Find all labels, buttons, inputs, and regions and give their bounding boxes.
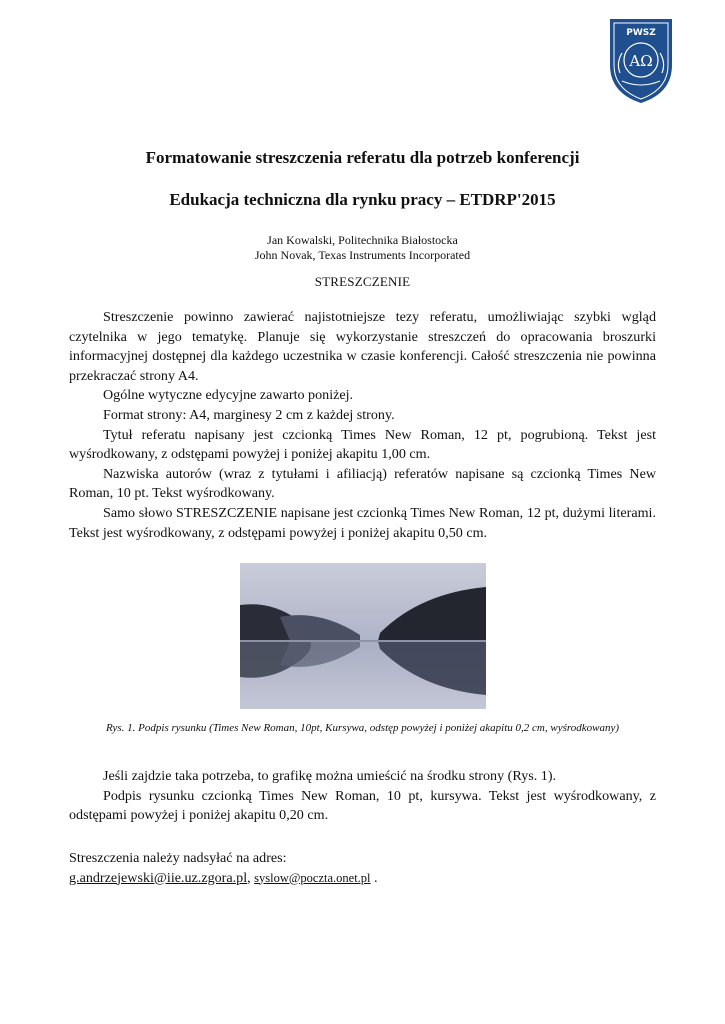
contact-intro: Streszczenia należy nadsyłać na adres: — [69, 850, 287, 866]
conference-title: Edukacja techniczna dla rynku pracy – ETDRP'2015 — [169, 190, 556, 209]
authors-block — [0, 233, 725, 263]
email-link-2[interactable]: syslow@poczta.onet.pl — [254, 870, 371, 885]
logo-letters: AΩ — [629, 52, 653, 70]
lake-photo — [240, 563, 486, 709]
abstract-heading: STRESZCZENIE — [314, 274, 411, 289]
contact-end: . — [370, 869, 378, 886]
contact-emails — [69, 869, 669, 889]
pwsz-logo — [606, 15, 676, 105]
email-link-1[interactable]: g.andrzejewski@iie.uz.zgora.pl — [69, 869, 248, 886]
paragraph: Ogólne wytyczne edycyjne zawarto poniżej. — [103, 387, 354, 404]
paragraph: Format strony: A4, marginesy 2 cm z każdej strony. — [103, 406, 395, 423]
author-line: John Novak, Texas Instruments Incorporated — [254, 248, 471, 262]
contact-block — [69, 849, 669, 888]
logo-text: PWSZ — [626, 28, 656, 38]
paragraph: Jeśli zajdzie taka potrzeba, to grafikę można umieścić na środku strony (Rys. 1). — [103, 768, 557, 784]
abstract-body — [69, 308, 656, 543]
author-line: Jan Kowalski, Politechnika Białostocka — [267, 233, 458, 247]
document-title: Formatowanie streszczenia referatu dla potrzeb konferencji — [145, 148, 580, 167]
email-separator: , — [247, 869, 255, 886]
paragraph: Tytuł referatu napisany jest czcionką Times New Roman, 12 pt, pogrubioną. Tekst jest wyśrodkowany, z odstępami powyżej i poniżej akapitu 1,00 cm. — [69, 426, 656, 463]
paragraph: Podpis rysunku czcionką Times New Roman, 10 pt, kursywa. Tekst jest wyśrodkowany, z odstępami powyżej i poniżej akapitu 0,20 cm. — [69, 787, 656, 824]
paragraph: Streszczenie powinno zawierać najistotniejsze tezy referatu, umożliwiając szybki wgląd czytelnika w jego tematykę. Planuje się wykorzystanie streszczeń do opracowania broszurki informacyjnej dostępnej dla każdego uczestnika w czasie konferencji. Całość streszczenia nie powinna przekraczać strony A4. — [69, 309, 656, 384]
after-figure-body — [69, 767, 656, 826]
paragraph: Nazwiska autorów (wraz z tytułami i afiliacją) referatów napisane są czcionką Times New Roman, 10 pt. Tekst wyśrodkowany. — [69, 465, 656, 502]
figure-caption: Rys. 1. Podpis rysunku (Times New Roman, 10pt, Kursywa, odstęp powyżej i poniżej akapitu 0,2 cm, wyśrodkowany) — [106, 722, 619, 734]
paragraph: Samo słowo STRESZCZENIE napisane jest czcionką Times New Roman, 12 pt, dużymi literami. Tekst jest wyśrodkowany, z odstępami powyżej i poniżej akapitu 0,50 cm. — [69, 504, 656, 541]
